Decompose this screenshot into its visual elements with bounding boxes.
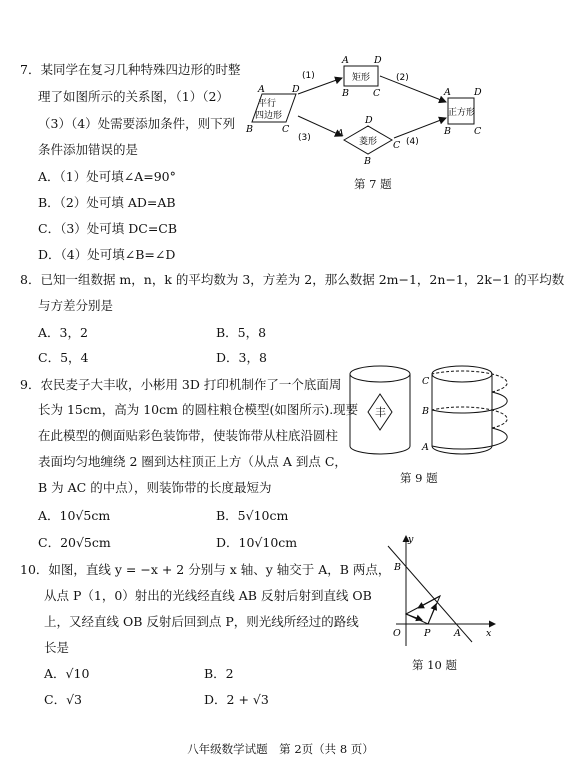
cylinder-left [350, 366, 410, 454]
q10-line-3: 上，又经直线 OB 反射后回到点 P，则光线所经过的路线 [44, 614, 359, 629]
q7-option-a: A．（1）处可填∠A=90° [38, 169, 176, 184]
svg-text:B: B [246, 124, 253, 135]
q7-option-c: C．（3）处可填 DC=CB [38, 221, 178, 236]
q9-option-a: A．10√5cm [38, 508, 111, 523]
svg-text:C: C [373, 88, 381, 99]
svg-text:B: B [422, 406, 429, 417]
q7-relation-diagram [240, 48, 500, 167]
svg-text:D: D [374, 55, 382, 66]
q10-line-4: 长是 [44, 640, 70, 655]
svg-text:A: A [444, 87, 451, 98]
q8-option-b: B．5，8 [216, 325, 267, 340]
svg-text:B: B [394, 562, 401, 573]
arrow-4 [394, 118, 446, 138]
svg-text:O: O [393, 628, 401, 639]
q9-option-c: C．20√5cm [38, 535, 111, 550]
q10-line-2: 从点 P（1，0）射出的光线经直线 AB 反射后射到直线 OB [44, 588, 372, 603]
svg-text:x: x [486, 628, 492, 639]
q10-option-b: B．2 [204, 666, 234, 681]
q7-option-d: D．（4）处可填∠B=∠D [38, 247, 176, 262]
q7-figure-caption: 第 7 题 [354, 177, 392, 191]
parallelogram-label-1: 平行 [258, 99, 277, 109]
svg-text:P: P [424, 628, 431, 639]
q10-option-c: C．√3 [44, 692, 82, 707]
q10-option-a: A．√10 [44, 666, 90, 681]
q9-line-2: 长为 15cm，高为 10cm 的圆柱粮仓模型(如图所示).现要 [38, 402, 359, 417]
svg-text:(3): (3) [298, 133, 311, 143]
page-footer: 八年级数学试题 第 2页（共 8 页） [187, 742, 374, 756]
q8-option-d: D．3，8 [216, 350, 267, 365]
q9-line-3: 在此模型的侧面贴彩色装饰带，使装饰带从柱底沿圆柱 [38, 428, 339, 443]
svg-text:C: C [393, 140, 401, 151]
svg-text:丰: 丰 [375, 406, 386, 419]
q7-line-1: 7．某同学在复习几种特殊四边形的时整 [20, 62, 241, 77]
svg-text:B: B [444, 126, 451, 137]
svg-text:A: A [422, 442, 429, 453]
svg-text:C: C [282, 124, 290, 135]
parallelogram-label-2: 四边形 [255, 111, 283, 121]
q10-option-d: D．2 + √3 [204, 692, 269, 707]
svg-text:C: C [474, 126, 482, 137]
q9-line-4: 表面均匀地缠绕 2 圈到达柱顶正上方（从点 A 到点 C， [38, 454, 347, 469]
svg-text:(1): (1) [302, 71, 315, 81]
svg-text:B: B [364, 156, 371, 167]
q8-line-1: 8．已知一组数据 m，n，k 的平均数为 3，方差为 2，那么数据 2m−1，2n−1，2k−1 的平均数 [20, 272, 564, 287]
q10-figure-caption: 第 10 题 [412, 658, 457, 672]
svg-text:D: D [474, 87, 482, 98]
q10-line-1: 10．如图，直线 y = −x + 2 分别与 x 轴、y 轴交于 A，B 两点， [20, 562, 391, 577]
svg-text:B: B [342, 88, 349, 99]
square-label: 正方形 [448, 108, 476, 118]
q7-line-2: 理了如图所示的关系图，（1）（2） [38, 89, 229, 104]
q9-option-d: D．10√10cm [216, 535, 298, 550]
svg-text:D: D [292, 84, 300, 95]
q9-cylinder-figures [340, 362, 520, 462]
q7-line-4: 条件添加错误的是 [38, 142, 139, 157]
arrow-2 [380, 76, 446, 102]
q7-line-3: （3）（4）处需要添加条件，则下列 [38, 116, 236, 131]
q8-line-2: 与方差分别是 [38, 298, 114, 313]
rectangle-label: 矩形 [352, 73, 371, 83]
q9-line-5: B 为 AC 的中点），则装饰带的长度最短为 [38, 480, 272, 495]
cylinder-right [421, 366, 507, 454]
q8-option-c: C．5，4 [38, 350, 89, 365]
q9-line-1: 9．农民麦子大丰收，小彬用 3D 打印机制作了一个底面周 [20, 377, 342, 392]
q9-figure-caption: 第 9 题 [400, 471, 438, 485]
q10-coordinate-figure [360, 532, 500, 650]
rhombus-label: 菱形 [359, 137, 378, 147]
svg-text:(4): (4) [406, 137, 419, 147]
svg-text:(2): (2) [396, 73, 409, 83]
q9-option-b: B．5√10cm [216, 508, 289, 523]
svg-text:y: y [408, 534, 414, 545]
svg-text:A: A [342, 55, 349, 66]
svg-text:A: A [337, 128, 344, 139]
q8-option-a: A．3，2 [38, 325, 88, 340]
svg-text:C: C [422, 376, 430, 387]
svg-text:A: A [454, 628, 461, 639]
q7-option-b: B．（2）处可填 AD=AB [38, 195, 176, 210]
svg-text:A: A [258, 84, 265, 95]
svg-text:D: D [365, 115, 373, 126]
